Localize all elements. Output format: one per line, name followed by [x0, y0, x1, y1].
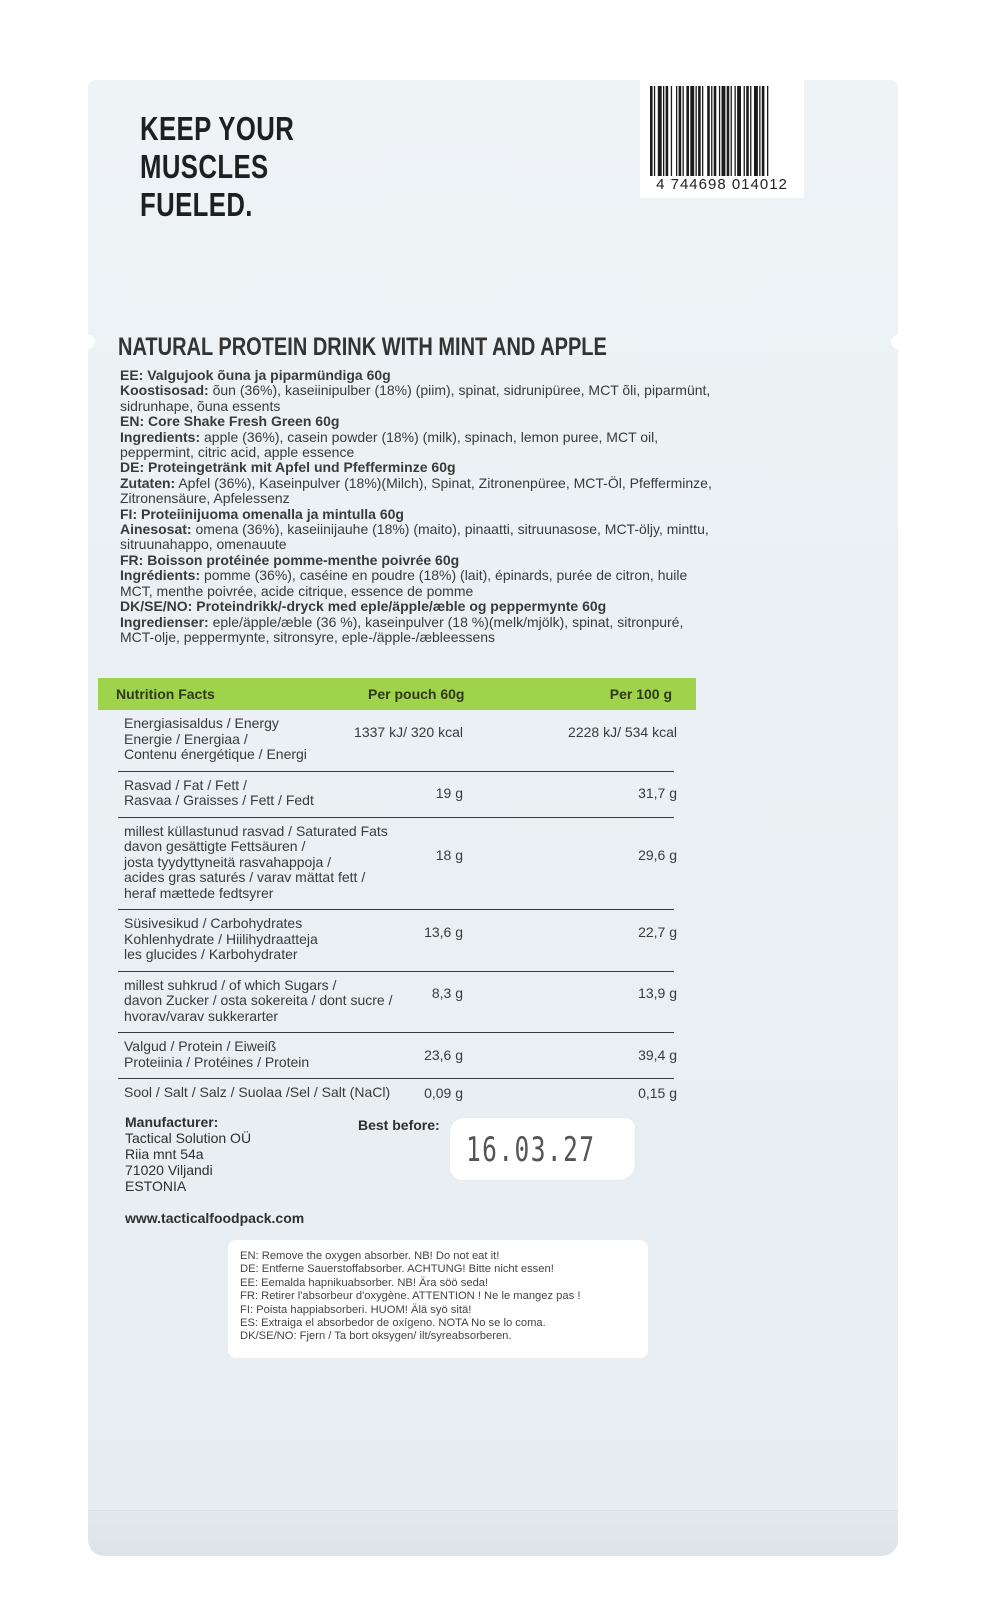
barcode-bar [746, 86, 749, 176]
ingredient-text: õun (36%), kaseiinipulber (18%) (piim), spinat, sidrunipüree, MCT õli, piparmünt, sidrunhape, õuna essents [120, 382, 711, 414]
nutrient-label-line: Energiasisaldus / Energy [124, 715, 279, 731]
headline-line: KEEP YOUR [140, 110, 295, 147]
date-sticker [450, 1118, 635, 1180]
nutrition-header [98, 678, 696, 710]
ingredient-label: Ainesosat: [120, 521, 192, 538]
barcode-bar [750, 86, 751, 176]
barcode-bar [679, 86, 682, 176]
bottom-seal [88, 1510, 898, 1556]
ingredient-list [120, 476, 720, 507]
nutrition-row [118, 910, 677, 972]
ingredient-list [120, 383, 720, 414]
barcode-bar [676, 86, 677, 176]
ingredient-label: Zutaten: [120, 474, 176, 491]
nutrient-label-line: acides gras saturés / varav mättat fett / [124, 869, 366, 885]
value-per-pouch: 8,3 g [431, 985, 463, 1002]
nutrient-label-line: Sool / Salt / Salz / Suolaa /Sel / Salt (NaCl) [124, 1084, 391, 1100]
ingredient-label: Koostisosad: [120, 382, 209, 399]
best-before-label: Best before: [358, 1117, 440, 1133]
nutrient-label [124, 1085, 390, 1101]
nutrient-label [124, 1039, 309, 1070]
ingredient-list [120, 568, 720, 599]
barcode-bar [714, 86, 717, 176]
warning-line: ES: Extraiga el absorbedor de oxígeno. NOTA No se lo coma. [240, 1317, 546, 1330]
ingredient-list [120, 615, 720, 646]
barcode-bar [654, 86, 655, 176]
nutrient-label-line: Kohlenhydrate / Hiilihydraatteja [124, 930, 318, 947]
barcode-bar [767, 86, 768, 176]
nutrient-label [124, 916, 318, 963]
warning-line: FR: Retirer l'absorbeur d'oxygène. ATTENTION ! Ne le mangez pas ! [240, 1290, 581, 1303]
nutrient-label-line: hvorav/varav sukkerarter [124, 1007, 279, 1024]
nutrient-label-line: Proteiinia / Protéines / Protein [124, 1053, 310, 1070]
value-per-100g: 13,9 g [638, 985, 677, 1002]
nutrient-label-line: josta tyydyttyneitä rasvahappoja / [124, 853, 332, 870]
ingredient-product-name: FI: Proteiinijuoma omenalla ja mintulla 60g [120, 505, 404, 522]
nutrient-label [124, 778, 314, 809]
nutrient-label-line: Valgud / Protein / Eiweiß [124, 1038, 277, 1054]
barcode-bar [731, 86, 732, 176]
nutrient-label-line: Energie / Energiaa / [124, 730, 248, 747]
nutrition-col-per-pouch: Per pouch 60g [368, 686, 465, 702]
ingredients-block [120, 368, 720, 645]
value-per-100g: 29,6 g [638, 846, 677, 863]
manufacturer-line: 71020 Viljandi [125, 1162, 213, 1178]
barcode-bar [711, 86, 712, 176]
manufacturer-title: Manufacturer: [125, 1114, 219, 1130]
ingredient-product-name: EN: Core Shake Fresh Green 60g [120, 413, 340, 430]
ingredient-label: Ingredients: [120, 428, 201, 445]
barcode-bar [754, 86, 758, 176]
value-per-100g: 31,7 g [638, 785, 677, 802]
ingredient-label: Ingredienser: [120, 613, 209, 630]
nutrient-label [124, 824, 388, 902]
manufacturer [125, 1114, 251, 1194]
ingredient-product-name: DK/SE/NO: Proteindrikk/-dryck med eple/äpple/æble og peppermynte 60g [120, 598, 607, 615]
nutrient-label-line: les glucides / Karbohydrater [124, 946, 298, 962]
nutrient-label-line: Contenu énergétique / Energi [124, 746, 307, 762]
warning-line: EE: Eemalda hapnikuabsorber. NB! Ära söö seda! [240, 1276, 489, 1289]
value-per-100g: 0,15 g [638, 1085, 677, 1101]
website: www.tacticalfoodpack.com [125, 1210, 305, 1226]
nutrient-label-line: Rasvad / Fat / Fett / [124, 776, 247, 793]
value-per-100g: 22,7 g [638, 923, 677, 940]
nutrient-label-line: Rasvaa / Graisses / Fett / Fedt [124, 792, 314, 808]
barcode-bars [650, 86, 794, 176]
value-per-100g: 2228 kJ/ 534 kcal [568, 723, 677, 740]
nutrition-row [118, 772, 677, 818]
nutrient-label-line: davon gesättigte Fettsäuren / [124, 838, 306, 854]
nutrient-label-line: davon Zucker / osta sokereita / dont sucre / [124, 992, 393, 1008]
barcode-bar [727, 86, 730, 176]
barcode-bar [686, 86, 689, 176]
value-per-pouch: 18 g [435, 846, 463, 863]
barcode-bar [737, 86, 741, 176]
barcode [640, 80, 804, 198]
nutrient-label-line: millest suhkrud / of which Sugars / [124, 976, 337, 993]
tear-notch-left [81, 335, 95, 349]
nutrient-label-line: millest küllastunud rasvad / Saturated Fats [124, 822, 388, 839]
barcode-bar [690, 86, 694, 176]
ingredient-text: Apfel (36%), Kaseinpulver (18%)(Milch), Spinat, Zitronenpüree, MCT-Öl, Pfefferminze, Zitronensäure, Apfelessenz [120, 474, 712, 507]
barcode-bar [650, 86, 653, 176]
ingredient-label: Ingrédients: [120, 567, 201, 584]
value-per-pouch: 1337 kJ/ 320 kcal [354, 723, 463, 740]
nutrition-title: Nutrition Facts [116, 686, 215, 702]
headline-line: MUSCLES [140, 148, 269, 185]
ingredient-list [120, 522, 720, 553]
barcode-bar [722, 86, 726, 176]
value-per-pouch: 23,6 g [424, 1046, 463, 1063]
nutrition-table [98, 678, 696, 1109]
nutrition-row [118, 710, 677, 772]
warning-line: EN: Remove the oxygen absorber. NB! Do not eat it! [240, 1250, 500, 1262]
barcode-bar [735, 86, 736, 176]
nutrient-label-line: heraf mættede fedtsyrer [124, 884, 274, 901]
manufacturer-line: Tactical Solution OÜ [125, 1130, 252, 1146]
barcode-bar [744, 86, 745, 176]
manufacturer-line: ESTONIA [125, 1178, 187, 1194]
nutrition-row [118, 972, 677, 1034]
ingredient-text: apple (36%), casein powder (18%) (milk), spinach, lemon puree, MCT oil, peppermint, citric acid, apple essence [120, 428, 659, 461]
nutrition-col-per-100g: Per 100 g [609, 686, 672, 702]
ingredient-product-name: DE: Proteingetränk mit Apfel und Pfefferminze 60g [120, 459, 456, 476]
tear-notch-right [891, 335, 905, 349]
barcode-number: 4 744698 014012 [656, 176, 788, 193]
ingredient-product-name: FR: Boisson protéinée pomme-menthe poivrée 60g [120, 551, 460, 568]
ingredient-text: omena (36%), kaseiinijauhe (18%) (maito), pinaatti, sitruunasose, MCT-öljy, minttu, sitruunahappo, omenauute [120, 521, 709, 553]
warning-line: FI: Poista happiabsorberi. HUOM! Älä syö sitä! [240, 1303, 472, 1316]
barcode-bar [671, 86, 672, 176]
product-title: NATURAL PROTEIN DRINK WITH MINT AND APPLE [118, 333, 607, 361]
barcode-bar [759, 86, 760, 176]
value-per-pouch: 0,09 g [424, 1085, 463, 1101]
ingredient-product-name: EE: Valgujook õuna ja piparmündiga 60g [120, 367, 391, 383]
warning-line: DE: Entferne Sauerstoffabsorber. ACHTUNG! Bitte nicht essen! [240, 1263, 554, 1276]
nutrient-label [124, 716, 307, 763]
barcode-bar [698, 86, 701, 176]
value-per-pouch: 19 g [435, 785, 463, 802]
barcode-bar [719, 86, 720, 176]
barcode-bar [702, 86, 703, 176]
nutrient-label-line: Süsivesikud / Carbohydrates [124, 915, 303, 931]
barcode-bar [707, 86, 710, 176]
ingredient-list [120, 430, 720, 461]
barcode-bar [663, 86, 664, 176]
nutrition-row [118, 818, 677, 911]
headline-line: FUELED. [140, 186, 253, 223]
ingredient-text: eple/äpple/æble (36 %), kaseinpulver (18 %)(melk/mjölk), spinat, sitronpuré, MCT-olje, peppermynte, sitronsyre, eple-/äpple-/æbleessens [120, 613, 684, 645]
headline [140, 110, 294, 224]
value-per-100g: 39,4 g [638, 1046, 677, 1063]
best-before-date: 16.03.27 [466, 1130, 596, 1170]
barcode-bar [683, 86, 684, 176]
value-per-pouch: 13,6 g [424, 923, 463, 940]
barcode-bar [666, 86, 669, 176]
nutrition-row [118, 1033, 677, 1079]
ingredient-text: pomme (36%), caséine en poudre (18%) (lait), épinards, purée de citron, huile MCT, menthe poivrée, acide citrique, essence de pomme [120, 567, 688, 599]
warning-line: DK/SE/NO: Fjern / Ta bort oksygen/ ilt/syreabsorberen. [240, 1330, 512, 1343]
barcode-bar [658, 86, 662, 176]
oxygen-absorber-warning [228, 1240, 648, 1358]
nutrient-label [124, 978, 392, 1025]
nutrition-rows [98, 710, 696, 1109]
barcode-bar [696, 86, 697, 176]
manufacturer-line: Riia mnt 54a [125, 1146, 204, 1162]
nutrition-row [118, 1079, 677, 1109]
barcode-bar [762, 86, 765, 176]
